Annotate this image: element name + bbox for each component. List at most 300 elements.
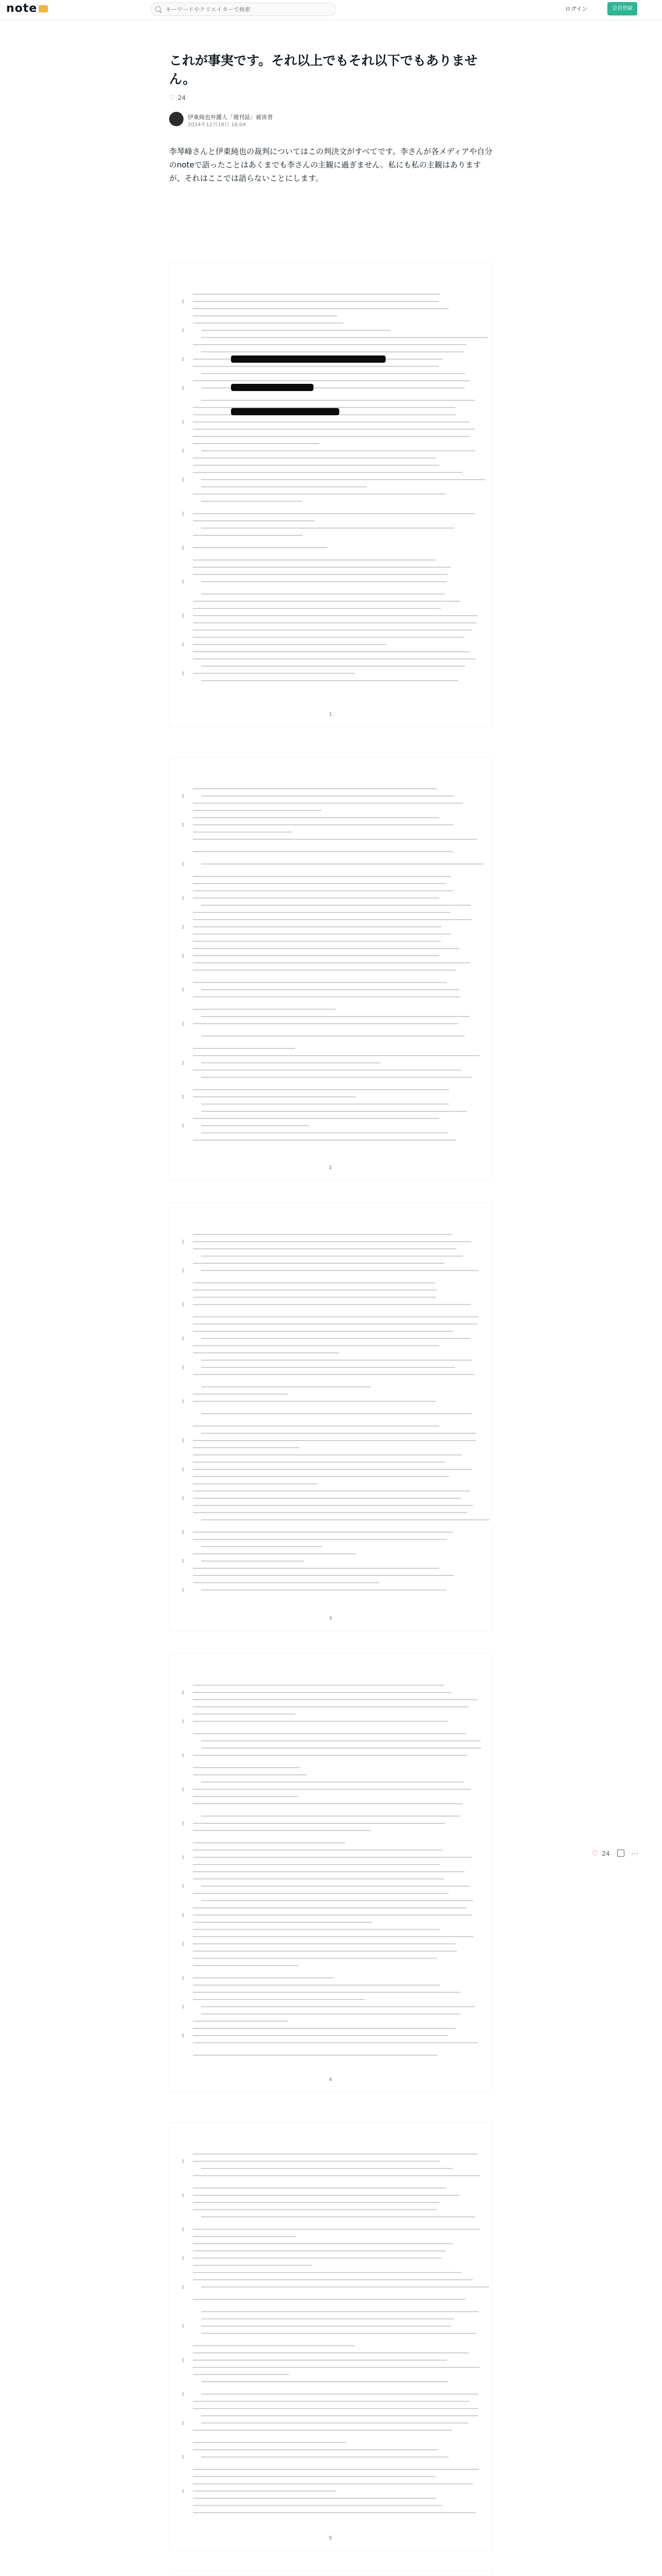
text-line	[193, 2469, 479, 2470]
text-line	[193, 2154, 477, 2155]
logo-text: note	[6, 2, 38, 15]
text-line	[193, 1992, 460, 1993]
text-line	[193, 1009, 336, 1010]
text-line	[193, 630, 472, 631]
margin-mark	[183, 2392, 184, 2396]
text-line	[193, 1532, 453, 1533]
text-line	[201, 2168, 453, 2169]
text-line	[193, 2272, 461, 2273]
page-number: 5	[329, 2536, 332, 2541]
text-line	[193, 1483, 318, 1484]
text-line	[193, 651, 470, 652]
margin-mark	[183, 1821, 184, 1825]
text-line	[193, 1304, 471, 1305]
text-line	[201, 486, 367, 487]
text-line	[193, 560, 436, 561]
text-line	[193, 996, 460, 997]
text-line	[193, 897, 439, 899]
margin-mark	[183, 642, 184, 647]
margin-mark	[183, 1268, 184, 1273]
text-line	[201, 450, 475, 451]
margin-mark	[183, 1690, 184, 1694]
text-line	[193, 926, 441, 927]
margin-mark	[183, 671, 184, 675]
text-line	[201, 1111, 467, 1112]
text-line	[201, 2415, 478, 2416]
text-line	[193, 2512, 476, 2513]
judgment-page-scan	[169, 2123, 492, 2550]
text-line	[201, 479, 485, 480]
text-line	[193, 1977, 334, 1978]
text-line	[201, 1740, 481, 1741]
text-line	[193, 1706, 469, 1707]
text-line	[193, 1936, 473, 1937]
text-line	[193, 1089, 449, 1090]
text-line	[193, 2299, 466, 2300]
text-line	[201, 528, 454, 529]
margin-mark	[183, 862, 184, 866]
text-line	[193, 323, 343, 324]
margin-mark	[183, 1855, 184, 1859]
text-line	[193, 421, 470, 422]
text-line	[193, 1241, 471, 1242]
page-number: 2	[329, 1165, 332, 1171]
text-line	[201, 2013, 460, 2014]
share-icon[interactable]	[617, 1850, 624, 1857]
text-line	[193, 1401, 436, 1402]
text-line	[193, 2229, 479, 2230]
text-line	[193, 2374, 289, 2375]
text-line	[193, 2408, 478, 2409]
text-line	[193, 832, 292, 833]
text-line	[193, 673, 355, 674]
text-line	[193, 1796, 298, 1797]
text-line	[193, 1857, 472, 1858]
text-line	[193, 1553, 356, 1554]
text-line	[193, 1539, 446, 1540]
text-line	[193, 1803, 462, 1804]
text-line	[193, 1914, 472, 1916]
text-line	[201, 2286, 489, 2287]
text-line	[193, 1462, 446, 1463]
text-line	[193, 472, 462, 473]
text-line	[193, 2490, 336, 2492]
text-line	[193, 2161, 440, 2162]
text-line	[201, 1413, 472, 1414]
text-line	[201, 1782, 464, 1783]
text-line	[201, 2006, 475, 2007]
judgment-page-scan	[169, 757, 492, 1180]
margin-mark	[183, 1302, 184, 1307]
redaction-block	[231, 355, 386, 363]
text-line	[193, 1331, 453, 1332]
text-line	[193, 1582, 379, 1583]
text-line	[201, 1077, 472, 1078]
text-line	[201, 1433, 476, 1434]
margin-mark	[183, 449, 184, 453]
text-line	[193, 1234, 452, 1235]
margin-mark	[183, 1061, 184, 1065]
text-line	[193, 315, 337, 316]
margin-mark	[183, 357, 184, 361]
text-line	[193, 1374, 474, 1375]
text-line	[201, 795, 454, 796]
margin-mark	[183, 1753, 184, 1757]
text-line	[193, 1316, 478, 1317]
text-line	[193, 2055, 438, 2056]
text-line	[193, 2035, 448, 2036]
text-line	[193, 1469, 472, 1470]
text-line	[193, 824, 454, 825]
text-line	[193, 788, 437, 789]
text-line	[193, 2209, 437, 2210]
text-line	[193, 513, 474, 514]
text-line	[201, 400, 475, 401]
text-line	[193, 1290, 437, 1291]
page-number: 1	[329, 712, 332, 717]
text-line	[201, 330, 391, 331]
margin-mark	[183, 478, 184, 482]
margin-mark	[183, 925, 184, 929]
text-line	[201, 1519, 489, 1520]
text-line	[201, 2333, 476, 2334]
margin-mark	[183, 1496, 184, 1500]
text-line	[193, 1352, 339, 1353]
margin-mark	[183, 580, 184, 584]
text-line	[193, 1958, 437, 1959]
margin-mark	[183, 2256, 184, 2260]
text-line	[201, 2326, 451, 2327]
text-line	[201, 1816, 460, 1817]
margin-mark	[183, 896, 184, 900]
search-icon	[155, 6, 161, 12]
text-line	[193, 1575, 454, 1576]
text-line	[201, 1062, 380, 1063]
text-line	[193, 1505, 473, 1506]
text-line	[193, 2476, 436, 2477]
text-line	[201, 337, 488, 338]
judgment-page-scan	[169, 2571, 492, 2576]
text-line	[201, 666, 465, 667]
text-line	[201, 1125, 309, 1126]
text-line	[193, 644, 386, 645]
like-row[interactable]	[169, 94, 493, 104]
text-line	[193, 1733, 466, 1734]
text-line	[193, 1568, 439, 1569]
judgment-page-scan	[169, 1654, 492, 2092]
text-line	[193, 520, 315, 521]
text-line	[193, 2483, 473, 2484]
text-line	[201, 1132, 448, 1133]
text-line	[193, 344, 466, 345]
text-line	[193, 941, 441, 942]
floating-actions	[592, 1850, 639, 1860]
text-line	[193, 637, 465, 638]
text-line	[193, 2028, 456, 2029]
text-line	[193, 2442, 346, 2443]
margin-mark	[183, 1095, 184, 1099]
text-line	[193, 1692, 452, 1693]
signup-button[interactable]: 会員登録	[607, 2, 637, 15]
text-line	[193, 1476, 450, 1477]
text-line	[193, 2505, 442, 2506]
text-line	[193, 2250, 445, 2251]
text-line	[193, 1985, 440, 1986]
text-line	[193, 890, 453, 891]
margin-mark	[183, 1942, 184, 1946]
margin-mark	[183, 2489, 184, 2493]
text-line	[193, 2195, 459, 2196]
margin-mark	[183, 546, 184, 550]
text-line	[193, 1965, 299, 1966]
publish-date: 2024年12月18日 16:04	[188, 122, 246, 128]
text-line	[193, 2430, 452, 2431]
text-line	[193, 1830, 371, 1831]
heart-icon[interactable]: ♡	[169, 94, 175, 102]
margin-mark	[183, 1240, 184, 1244]
text-line	[193, 547, 327, 548]
text-line	[193, 1282, 435, 1283]
text-line	[193, 2279, 473, 2280]
margin-mark	[183, 1467, 184, 1471]
text-line	[193, 2401, 470, 2402]
text-line	[193, 1878, 444, 1879]
margin-mark	[183, 2455, 184, 2459]
margin-mark	[183, 1884, 184, 1888]
margin-mark	[183, 2358, 184, 2362]
text-line	[201, 1386, 371, 1387]
text-line	[193, 1324, 477, 1325]
text-line	[193, 615, 477, 616]
page-number: 3	[329, 1616, 332, 1621]
margin-mark	[183, 2421, 184, 2425]
margin-mark	[183, 1588, 184, 1592]
margin-mark	[183, 2033, 184, 2038]
text-line	[201, 1360, 472, 1361]
search-input[interactable]	[164, 3, 333, 16]
text-line	[193, 919, 472, 920]
text-line	[193, 2345, 355, 2346]
text-line	[193, 1048, 295, 1049]
text-line	[193, 608, 441, 609]
text-line	[201, 1886, 470, 1887]
margin-mark	[183, 1336, 184, 1341]
text-line	[201, 989, 459, 990]
text-line	[201, 680, 458, 681]
note-logo[interactable]	[6, 2, 48, 15]
margin-mark	[183, 794, 184, 798]
judgment-page-scan	[169, 263, 492, 726]
text-line	[201, 373, 465, 374]
text-line	[201, 2311, 479, 2312]
text-line	[193, 2188, 446, 2189]
login-link[interactable]: ログイン	[565, 6, 588, 12]
margin-mark	[183, 2285, 184, 2289]
text-line	[193, 2236, 296, 2237]
top-bar	[0, 0, 662, 20]
text-line	[193, 436, 470, 437]
text-line	[201, 1338, 470, 1339]
text-line	[193, 1118, 439, 1119]
text-line	[193, 2202, 439, 2203]
text-line	[193, 970, 456, 971]
text-line	[193, 1394, 288, 1395]
margin-mark	[183, 988, 184, 992]
text-line	[193, 1999, 365, 2000]
text-line	[193, 1951, 457, 1952]
article-title: これが事実です。それ以上でもそれ以下でもありません。	[169, 53, 478, 87]
author-avatar[interactable]	[169, 112, 184, 126]
text-line	[201, 1104, 449, 1105]
text-line	[193, 803, 463, 804]
text-line	[193, 1755, 467, 1756]
text-line	[201, 2422, 468, 2424]
text-line	[193, 1297, 436, 1298]
margin-mark	[183, 2159, 184, 2163]
text-line	[193, 1512, 467, 1513]
text-line	[193, 2258, 442, 2259]
text-line	[193, 1774, 307, 1775]
text-line	[193, 2243, 453, 2244]
text-line	[193, 1699, 477, 1700]
text-line	[201, 1270, 478, 1271]
text-line	[193, 429, 475, 430]
text-line	[193, 1871, 465, 1872]
text-line	[193, 2449, 438, 2450]
text-line	[193, 2360, 447, 2361]
text-line	[193, 622, 476, 623]
author-block[interactable]	[169, 112, 493, 127]
margin-mark	[183, 1438, 184, 1443]
text-line	[193, 876, 451, 877]
text-line	[193, 1721, 448, 1722]
text-line	[193, 601, 460, 602]
text-line	[193, 443, 319, 444]
text-line	[193, 1440, 476, 1441]
text-line	[193, 2021, 288, 2022]
text-line	[201, 1367, 455, 1368]
margin-mark	[183, 823, 184, 827]
judgment-page-scan	[169, 1203, 492, 1631]
margin-mark	[183, 420, 184, 424]
text-line	[193, 574, 448, 575]
text-line	[193, 962, 470, 963]
text-line	[193, 1767, 300, 1768]
text-line	[201, 1748, 481, 1749]
margin-mark	[183, 1719, 184, 1723]
text-line	[193, 1893, 449, 1894]
text-line	[193, 308, 449, 309]
margin-mark	[183, 512, 184, 516]
margin-mark	[183, 2193, 184, 2197]
text-line	[193, 1929, 440, 1930]
margin-mark	[183, 1365, 184, 1369]
author-name[interactable]: 伊東純也弁護人「週刊誌」被害者	[188, 113, 273, 121]
margin-mark	[183, 1530, 184, 1534]
margin-mark	[183, 386, 184, 390]
text-line	[201, 863, 483, 865]
text-line	[193, 851, 453, 852]
text-line	[193, 1023, 458, 1024]
text-line	[201, 2381, 448, 2382]
text-line	[201, 351, 464, 352]
margin-mark	[183, 2324, 184, 2328]
text-line	[193, 2367, 479, 2368]
redaction-block	[231, 384, 313, 391]
text-line	[193, 301, 439, 302]
text-line	[193, 1345, 439, 1346]
text-line	[193, 2042, 477, 2043]
article-header	[169, 52, 493, 185]
text-line	[193, 658, 476, 659]
margin-mark	[183, 1559, 184, 1563]
search-box[interactable]	[151, 3, 336, 16]
text-line	[193, 1096, 356, 1097]
text-line	[193, 494, 446, 495]
text-line	[193, 1498, 461, 1499]
text-line	[193, 2265, 312, 2266]
text-line	[201, 1256, 463, 1257]
redaction-block	[231, 408, 339, 415]
text-line	[193, 1864, 440, 1865]
text-line	[193, 1454, 462, 1455]
text-line	[201, 1589, 446, 1590]
text-line	[193, 294, 440, 295]
text-line	[193, 1714, 295, 1715]
text-line	[193, 839, 477, 840]
text-line	[201, 581, 447, 582]
text-line	[193, 1447, 299, 1448]
text-line	[201, 594, 445, 595]
text-line	[193, 1922, 372, 1923]
text-line	[193, 1685, 444, 1686]
margin-mark	[183, 1399, 184, 1403]
text-line	[201, 2318, 454, 2319]
text-line	[193, 465, 439, 466]
floating-heart-icon[interactable]: ♡	[592, 1850, 599, 1858]
margin-mark	[183, 1913, 184, 1917]
text-line	[201, 501, 302, 502]
text-line	[201, 1561, 304, 1562]
text-line	[193, 1490, 470, 1492]
logo-mark	[39, 5, 48, 12]
text-line	[193, 1070, 461, 1071]
margin-mark	[183, 1976, 184, 1980]
text-line	[193, 912, 450, 913]
text-line	[193, 2352, 469, 2353]
text-line	[193, 1823, 445, 1824]
text-line	[193, 1263, 444, 1264]
text-line	[193, 948, 459, 949]
text-line	[201, 905, 471, 906]
text-line	[193, 817, 439, 818]
text-line	[201, 2456, 449, 2458]
margin-mark	[183, 2227, 184, 2231]
text-line	[193, 1426, 439, 1427]
text-line	[193, 1907, 467, 1908]
text-line	[193, 2498, 436, 2499]
text-line	[193, 1248, 456, 1249]
margin-mark	[183, 2005, 184, 2009]
text-line	[201, 1900, 473, 1901]
text-line	[193, 934, 451, 935]
like-count: 24	[177, 94, 186, 101]
more-icon[interactable]: ···	[631, 1850, 639, 1857]
text-line	[193, 883, 446, 884]
page-number: 4	[329, 2077, 332, 2082]
article-lead-paragraph: 李琴峰さんと伊東純也の裁判についてはこの判決文がすべてです。李さんが各メディアや自分のnoteで語ったことはあくまでも李さんの主観に過ぎません。私にも私の主観はありますが、それはここでは語らないことにします。	[169, 146, 493, 183]
floating-like-count: 24	[602, 1850, 610, 1857]
